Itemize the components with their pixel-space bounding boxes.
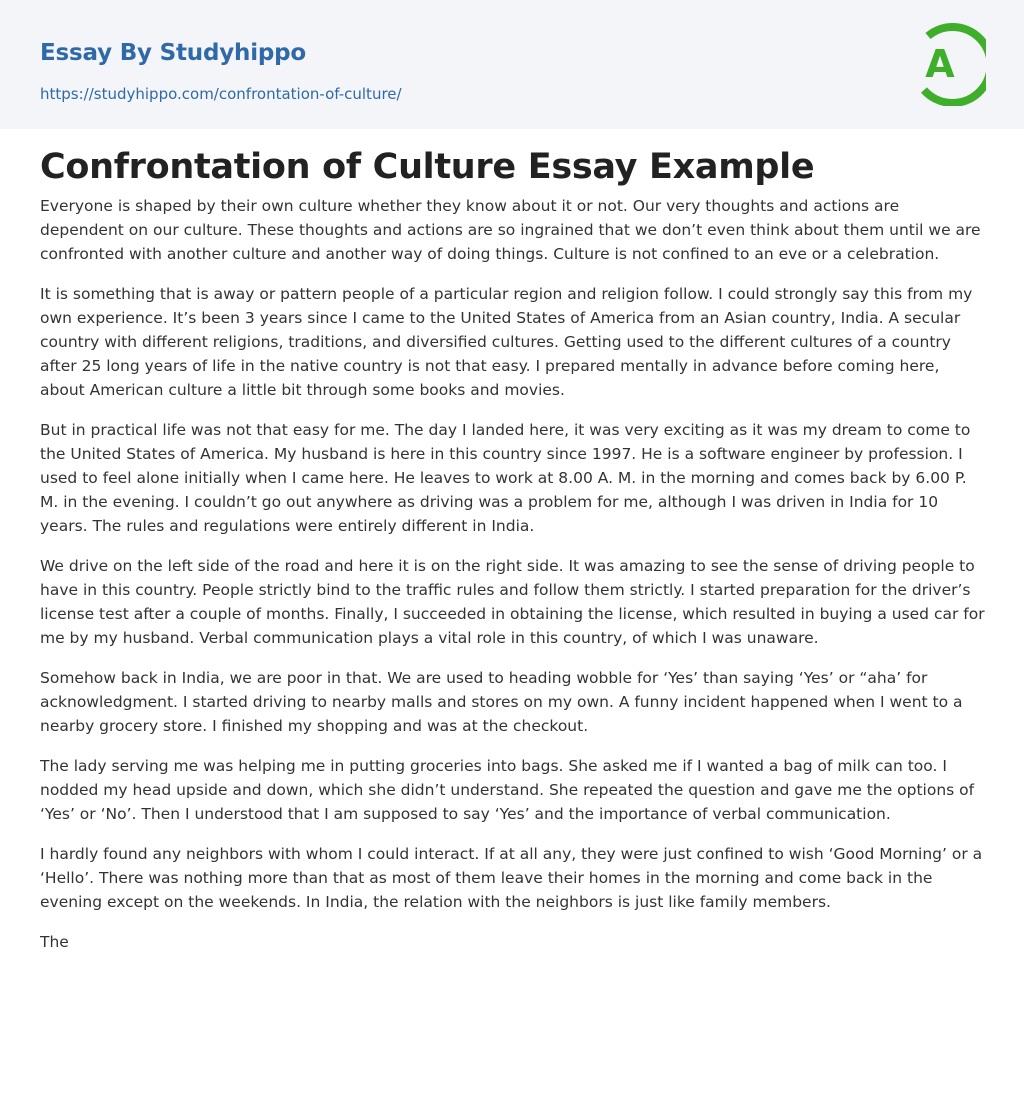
article-paragraph: The lady serving me was helping me in putting groceries into bags. She asked me if I wanted a bag of milk can too. I nodded my head upside and down, which she didn’t understand. She repeated the question and gave me the options of ‘Yes’ or ‘No’. Then I understood that I am supposed to say ‘Yes’ and the importance of verbal communication. <box>40 757 975 823</box>
logo-icon[interactable] <box>912 20 986 106</box>
article-title: Confrontation of Culture Essay Example <box>40 147 815 187</box>
article-paragraph: I hardly found any neighbors with whom I could interact. If at all any, they were just confined to wish ‘Good Morning’ or a ‘Hello’. There was nothing more than that as most of them leave their homes in the morning and come back in the evening except on the weekends. In India, the relation with the neighbors is just like family members. <box>40 845 983 911</box>
article-paragraph: It is something that is away or pattern people of a particular region and religion follow. I could strongly say this from my own experience. It’s been 3 years since I came to the United States of America from an Asian country, India. A secular country with different religions, traditions, and diversified cultures. Getting used to the different cultures of a country after 25 long years of life in the native country is not that easy. I prepared mentally in advance before coming here, about American culture a little bit through some books and movies. <box>40 285 973 399</box>
article-paragraph: Somehow back in India, we are poor in that. We are used to heading wobble for ‘Yes’ than saying ‘Yes’ or “aha’ for acknowledgment. I started driving to nearby malls and stores on my own. A funny incident happened when I went to a nearby grocery store. I finished my shopping and was at the checkout. <box>40 669 963 735</box>
source-url-link[interactable]: https://studyhippo.com/confrontation-of-culture/ <box>40 85 402 103</box>
article-paragraph: We drive on the left side of the road and here it is on the right side. It was amazing to see the sense of driving people to have in this country. People strictly bind to the traffic rules and follow them strictly. I started preparation for the driver’s license test after a couple of months. Finally, I succeeded in obtaining the license, which resulted in buying a used car for me by my husband. Verbal communication plays a vital role in this country, of which I was unaware. <box>40 557 985 647</box>
article-paragraph-truncated: The <box>40 933 69 951</box>
article-paragraph: But in practical life was not that easy for me. The day I landed here, it was very exciting as it was my dream to come to the United States of America. My husband is here in this country since 1997. He is a software engineer by profession. I used to feel alone initially when I came here. He leaves to work at 8.00 A. M. in the morning and comes back by 6.00 P. M. in the evening. I couldn’t go out anywhere as driving was a problem for me, although I was driven in India for 10 years. The rules and regulations were entirely different in India. <box>40 421 971 535</box>
article-paragraph: Everyone is shaped by their own culture whether they know about it or not. Our very thoughts and actions are dependent on our culture. These thoughts and actions are so ingrained that we don’t even think about them until we are confronted with another culture and another way of doing things. Culture is not confined to an eve or a celebration. <box>40 197 981 263</box>
article-body <box>40 194 986 970</box>
site-brand[interactable]: Essay By Studyhippo <box>40 40 307 66</box>
logo-letter: A <box>925 42 955 86</box>
